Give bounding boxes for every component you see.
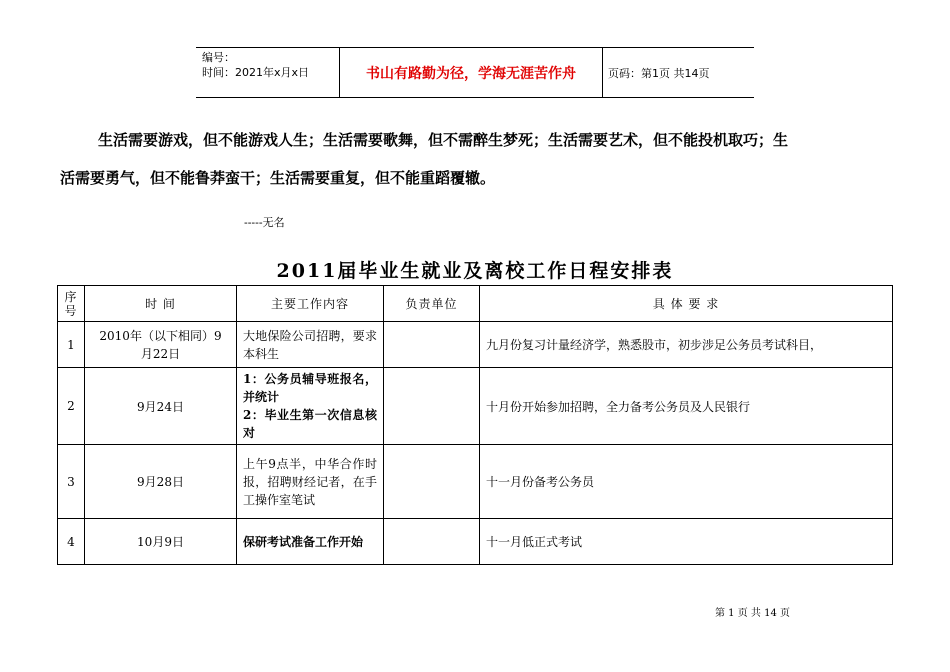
row-work: 大地保险公司招聘，要求本科生 (237, 322, 384, 368)
row-unit (384, 445, 480, 519)
row-time: 10月9日 (85, 519, 237, 565)
row-time: 2010年（以下相同）9月22日 (85, 322, 237, 368)
header-meta (202, 50, 309, 80)
table-row (58, 368, 893, 445)
row-work (237, 368, 384, 445)
header-motto: 书山有路勤为径，学海无涯苦作舟 (339, 48, 603, 97)
row-num: 3 (58, 445, 85, 519)
page-header (196, 47, 754, 98)
row-req: 十一月份备考公务员 (480, 445, 893, 519)
row-work: 保研考试准备工作开始 (237, 519, 384, 565)
intro-paragraph (60, 121, 888, 197)
row-req: 十月份开始参加招聘，全力备考公务员及人民银行 (480, 368, 893, 445)
quote-author: -----无名 (244, 216, 285, 229)
row-time: 9月24日 (85, 368, 237, 445)
serial-label: 编号： (202, 51, 235, 64)
header-page-code: 页码：第1页 共14页 (608, 66, 710, 80)
intro-line-2: 活需要勇气，但不能鲁莽蛮干；生活需要重复，但不能重蹈覆辙。 (60, 169, 496, 187)
row-req: 十一月低正式考试 (480, 519, 893, 565)
time-label: 时间：2021年x月x日 (202, 66, 310, 79)
work-item: 1：公务员辅导班报名，并统计 (243, 372, 377, 404)
table-row (58, 322, 893, 368)
row-time: 9月28日 (85, 445, 237, 519)
header-unit: 负责单位 (384, 286, 480, 322)
table-row (58, 445, 893, 519)
intro-line-1: 生活需要游戏，但不能游戏人生；生活需要歌舞，但不需醉生梦死；生活需要艺术，但不能投机取巧；生 (98, 131, 789, 149)
header-time: 时 间 (85, 286, 237, 322)
row-num: 4 (58, 519, 85, 565)
header-work: 主要工作内容 (237, 286, 384, 322)
table-header-row (58, 286, 893, 322)
header-req: 具 体 要 求 (480, 286, 893, 322)
table-row (58, 519, 893, 565)
schedule-table (57, 285, 893, 565)
page-footer: 第 1 页 共 14 页 (715, 608, 790, 619)
row-unit (384, 368, 480, 445)
row-num: 1 (58, 322, 85, 368)
row-unit (384, 519, 480, 565)
row-work: 上午9点半，中华合作时报，招聘财经记者，在手工操作室笔试 (237, 445, 384, 519)
row-unit (384, 322, 480, 368)
row-req: 九月份复习计量经济学，熟悉股市，初步涉足公务员考试科目， (480, 322, 893, 368)
work-item: 2：毕业生第一次信息核对 (243, 408, 377, 440)
document-title: 2011届毕业生就业及离校工作日程安排表 (276, 260, 674, 282)
header-num: 序号 (58, 286, 85, 322)
row-num: 2 (58, 368, 85, 445)
